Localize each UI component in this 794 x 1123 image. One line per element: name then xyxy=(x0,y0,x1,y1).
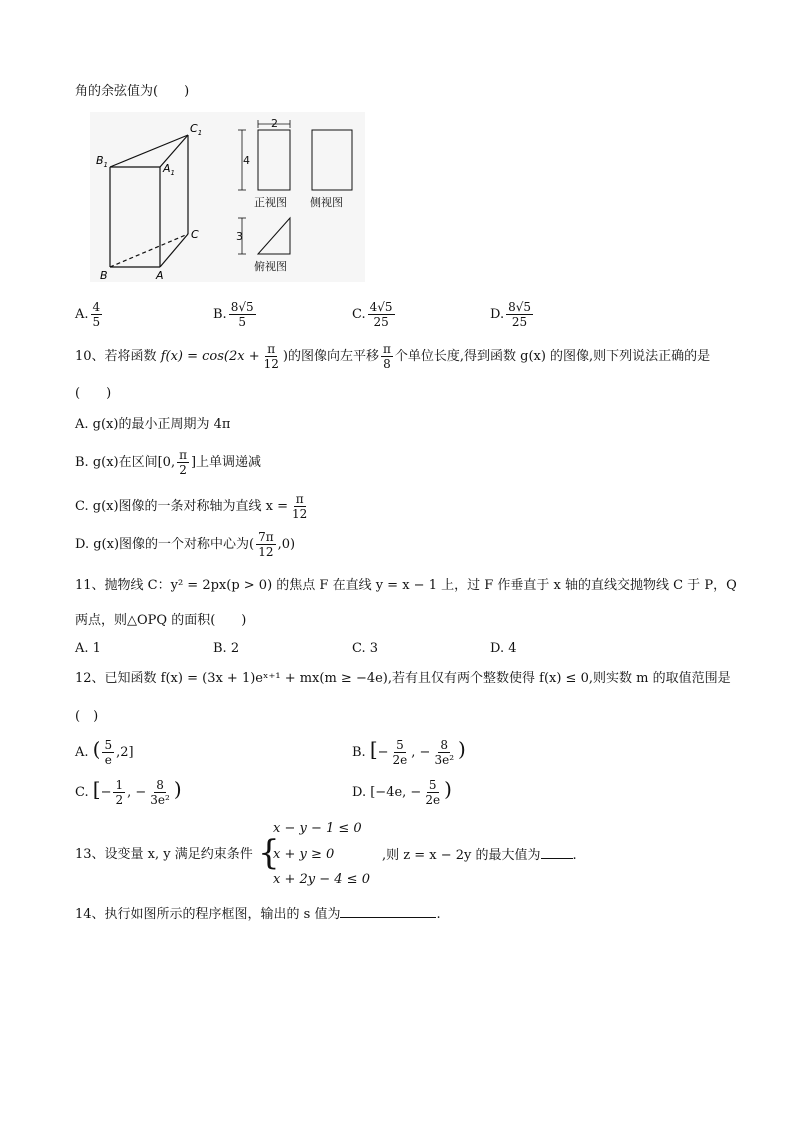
q10-option-c[interactable]: C. g(x)图像的一条对称轴为直线 x = $\frac{\pi}{12}$ xyxy=(75,492,308,521)
q9-option-d[interactable]: D. $\frac{8√5}{25}$ xyxy=(490,300,532,329)
q10-option-d[interactable]: D. g(x)图像的一个对称中心为( $\frac{7\pi}{12}$ ,0) xyxy=(75,530,296,559)
q10-stem: 10、若将函数 f(x) = cos(2x + $\frac{\pi}{12}$ )的图像向左平移 $\frac{\pi}{8}$ 个单位长度,得到函数 g(x) 的图像,则下列说法正确的是 xyxy=(75,342,711,371)
q11-option-b[interactable]: B. 2 xyxy=(213,641,240,656)
dim-side-label: 3 xyxy=(236,230,243,243)
q9-option-a[interactable]: A. $\frac{4}{5}$ xyxy=(75,300,101,329)
q13-tail: ,则 z = x − 2y 的最大值为 . xyxy=(382,848,577,863)
q9-stem: 角的余弦值为( ) xyxy=(75,84,190,99)
q12-option-c[interactable]: C. [− $\frac{1}{2}$ , − $\frac{8}{\text{3e²}}$ ) xyxy=(75,777,182,807)
q14-stem: 14、执行如图所示的程序框图，输出的 s 值为 . xyxy=(75,907,441,922)
dim-width-label: 2 xyxy=(271,117,278,130)
label-b: B xyxy=(100,269,108,282)
q10-option-a[interactable]: A. g(x)的最小正周期为 4π xyxy=(75,417,231,432)
q13-prefix: 13、设变量 x, y 满足约束条件 xyxy=(75,847,253,862)
q11-option-a[interactable]: A. 1 xyxy=(75,641,101,656)
q9-option-b[interactable]: B. $\frac{8√5}{5}$ xyxy=(213,300,254,329)
q12-option-a[interactable]: A. ( $\frac{5}{e}$ ,2] xyxy=(75,737,134,767)
label-a: A xyxy=(156,269,164,282)
label-a1: $A_1$ xyxy=(163,162,175,177)
dim-height-label: 4 xyxy=(243,154,250,167)
q12-line1: 12、已知函数 f(x) = (3x + 1)eˣ⁺¹ + mx(m ≥ −4e),若有且仅有两个整数使得 f(x) ≤ 0,则实数 m 的取值范围是 xyxy=(75,671,731,686)
q11-option-d[interactable]: D. 4 xyxy=(490,641,517,656)
q9-figure xyxy=(90,112,365,282)
front-view-label: 正视图 xyxy=(254,196,287,209)
label-c: C xyxy=(191,228,199,241)
q13-constraint-3: x + 2y − 4 ≤ 0 xyxy=(273,872,370,887)
q13-constraint-1: x − y − 1 ≤ 0 xyxy=(273,821,362,836)
q12-option-b[interactable]: B. [− $\frac{5}{2e}$ , − $\frac{8}{\text{3e²}}$ ) xyxy=(352,737,466,767)
label-b1: $B_1$ xyxy=(96,154,109,169)
q12-option-d[interactable]: D. [−4e, − $\frac{5}{2e}$ ) xyxy=(352,777,452,807)
q10-option-b[interactable]: B. g(x)在区间[0, $\frac{\pi}{2}$ ]上单调递减 xyxy=(75,448,262,477)
q9-option-c[interactable]: C. $\frac{4√5}{25}$ xyxy=(352,300,393,329)
q10-paren: ( ) xyxy=(75,386,112,401)
q13-answer-blank[interactable] xyxy=(541,846,573,859)
top-view-label: 俯视图 xyxy=(254,260,287,273)
q11-line1: 11、抛物线 C：y² = 2px(p > 0) 的焦点 F 在直线 y = x − 1 上，过 F 作垂直于 x 轴的直线交抛物线 C 于 P，Q xyxy=(75,578,737,593)
label-c1: $C_1$ xyxy=(190,122,203,137)
q12-paren: ( ) xyxy=(75,709,99,724)
q13-brace: { xyxy=(258,833,280,873)
side-view-label: 侧视图 xyxy=(310,196,343,209)
q11-line2: 两点，则△OPQ 的面积( ) xyxy=(75,613,247,628)
q11-option-c[interactable]: C. 3 xyxy=(352,641,379,656)
q13-constraint-2: x + y ≥ 0 xyxy=(273,847,335,862)
q14-answer-blank[interactable] xyxy=(340,905,436,918)
